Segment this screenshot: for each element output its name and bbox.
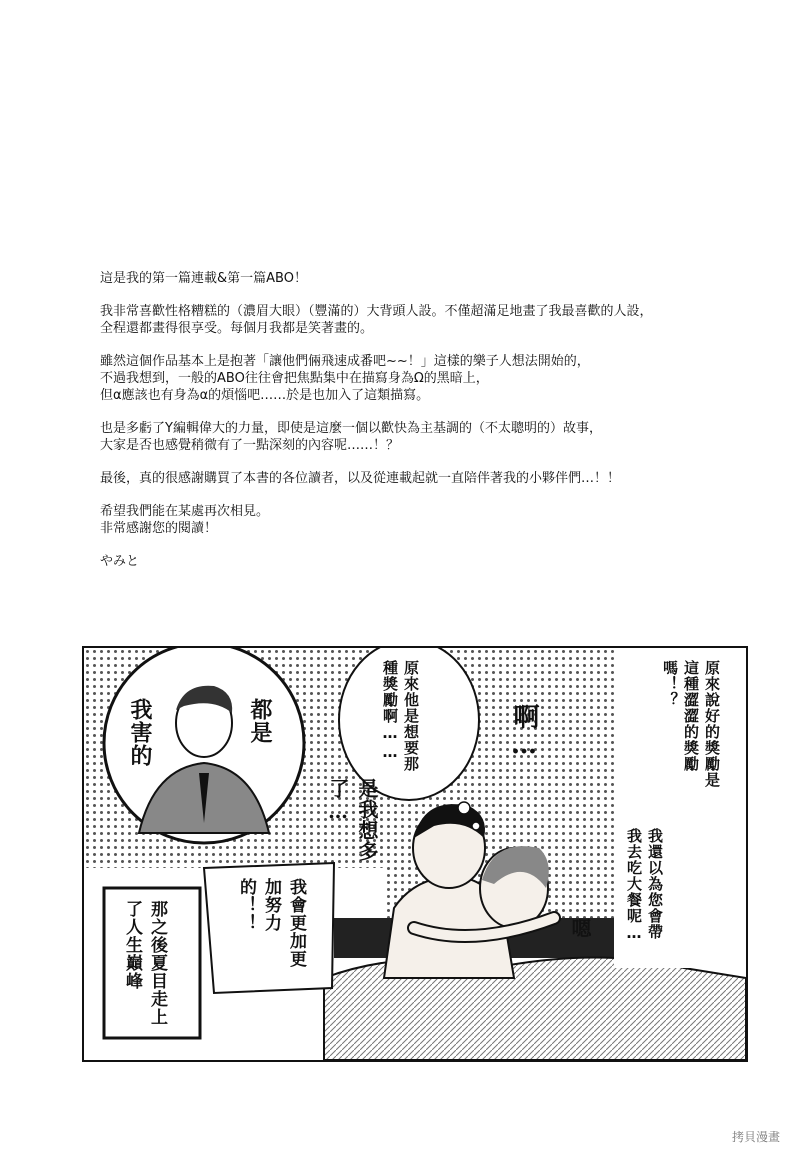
afterword-paragraph: 我非常喜歡性格糟糕的（濃眉大眼）（豐滿的）大背頭人設。不僅超滿足地畫了我最喜歡的人設， 全程還都畫得很享受。每個月我都是笑著畫的。 — [100, 304, 653, 336]
watermark: 拷貝漫畫 — [732, 1130, 781, 1144]
afterword-text — [100, 270, 760, 586]
thought-text: 原來他是想要那種獎勵啊…… — [381, 660, 420, 772]
inset-text-right: 都是 — [247, 698, 272, 744]
author-signature: やみと — [100, 554, 140, 569]
manga-panel — [82, 646, 748, 1062]
sfx-en: 嗯 — [568, 918, 592, 939]
afterword-paragraph: 這是我的第一篇連載&第一篇ABO！ — [100, 271, 307, 286]
afterword-paragraph: 雖然這個作品基本上是抱著「讓他們倆飛速成番吧~~！」這樣的樂子人想法開始的， 不過我想到，一般的ABO往往會把焦點集中在描寫身為Ω的黑暗上， 但α應該也有身為α的煩惱吧……於是也加入了這類描寫。 — [100, 354, 590, 403]
sfx-thought: 是我想多了… — [326, 778, 379, 862]
sfx-ah: 啊… — [509, 703, 539, 761]
speech-text: 我會更加更加努力的！！ — [236, 878, 306, 968]
caption-right-2: 我還以為您會帶我去吃大餐呢… — [625, 828, 664, 943]
afterword-paragraph: 最後，真的很感謝購買了本書的各位讀者，以及從連載起就一直陪伴著我的小夥伴們…！！ — [100, 471, 621, 486]
afterword-paragraph: 希望我們能在某處再次相見。 非常感謝您的閱讀！ — [100, 504, 270, 536]
caption-right: 原來說好的獎勵是這種澀澀的獎勵嗎！？ — [661, 660, 721, 788]
afterword-paragraph: 也是多虧了Y編輯偉大的力量，即使是這麼一個以歡快為主基調的（不太聰明的）故事， 大家是否也感覺稍微有了一點深刻的內容呢……！？ — [100, 421, 602, 453]
narration-text: 那之後夏目走上了人生巔峰 — [122, 900, 167, 1026]
inset-text-left: 我害的 — [127, 698, 152, 767]
